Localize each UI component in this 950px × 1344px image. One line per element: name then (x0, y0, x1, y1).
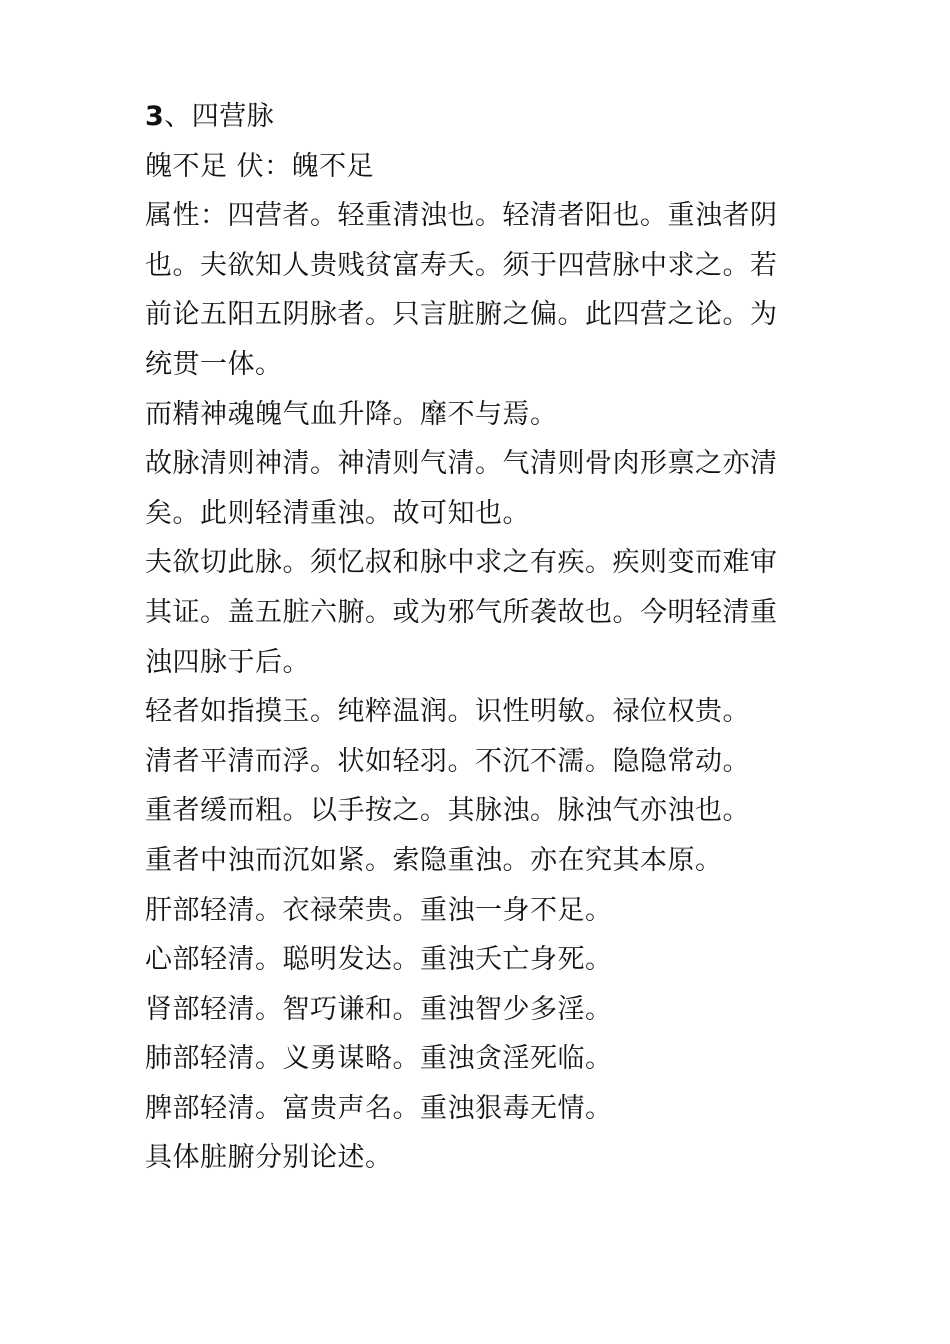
text-line: 肾部轻清。智巧谦和。重浊智少多淫。 (145, 993, 613, 1025)
text-line: 重者缓而粗。以手按之。其脉浊。脉浊气亦浊也。 (145, 795, 750, 827)
text-line: 统贯一体。 (145, 348, 283, 380)
text-line: 重者中浊而沉如紧。索隐重浊。亦在究其本原。 (145, 844, 723, 876)
text-line: 其证。盖五脏六腑。或为邪气所袭故也。今明轻清重 (145, 596, 778, 628)
text-line: 清者平清而浮。状如轻羽。不沉不濡。隐隐常动。 (145, 745, 750, 777)
document-body (145, 92, 825, 1183)
text-line: 浊四脉于后。 (145, 646, 310, 678)
section-heading (145, 92, 825, 142)
text-line: 心部轻清。聪明发达。重浊夭亡身死。 (145, 944, 613, 976)
text-line: 属性：四营者。轻重清浊也。轻清者阳也。重浊者阴 (145, 200, 778, 232)
text-line: 具体脏腑分别论述。 (145, 1142, 393, 1174)
text-line: 脾部轻清。富贵声名。重浊狠毒无情。 (145, 1092, 613, 1124)
text-line: 魄不足 伏：魄不足 (145, 150, 375, 182)
text-line: 故脉清则神清。神清则气清。气清则骨肉形禀之亦清 (145, 448, 778, 480)
text-line: 前论五阳五阴脉者。只言脏腑之偏。此四营之论。为 (145, 299, 778, 331)
text-line: 矣。此则轻清重浊。故可知也。 (145, 497, 530, 529)
text-line: 夫欲切此脉。须忆叔和脉中求之有疾。疾则变而难审 (145, 547, 778, 579)
text-line: 而精神魂魄气血升降。靡不与焉。 (145, 398, 558, 430)
section-number: 3 (145, 101, 165, 132)
section-title: 、四营脉 (164, 101, 275, 132)
text-line: 轻者如指摸玉。纯粹温润。识性明敏。禄位权贵。 (145, 696, 750, 728)
text-line: 肝部轻清。衣禄荣贵。重浊一身不足。 (145, 894, 613, 926)
text-line: 肺部轻清。义勇谋略。重浊贪淫死临。 (145, 1043, 613, 1075)
text-line: 也。夫欲知人贵贱贫富寿夭。须于四营脉中求之。若 (145, 249, 778, 281)
